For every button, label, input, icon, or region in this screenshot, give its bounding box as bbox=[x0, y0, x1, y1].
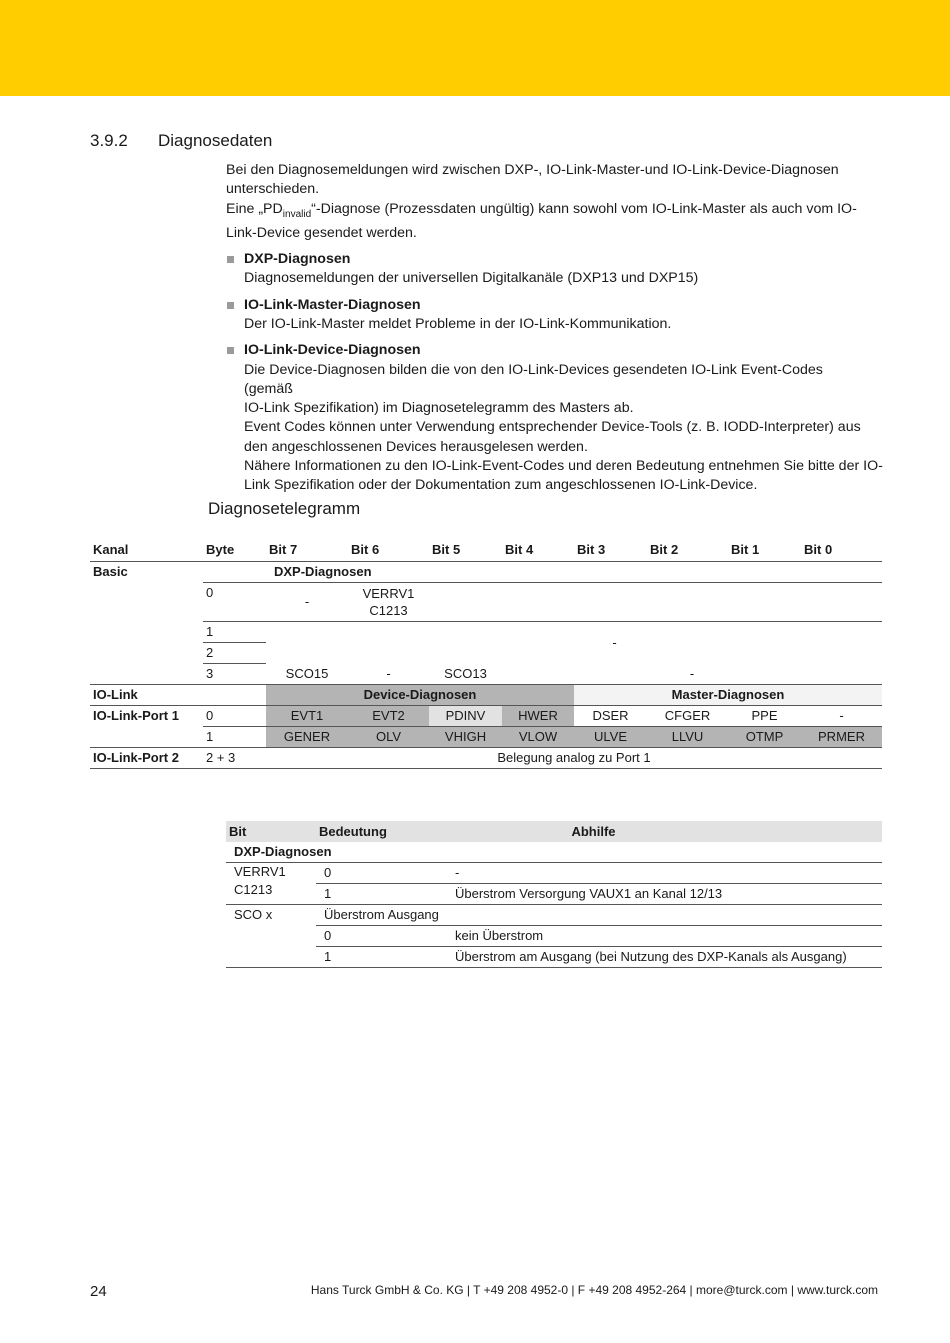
value-cell: 0 bbox=[316, 926, 452, 947]
table-row bbox=[90, 622, 882, 643]
bullet-line: Event Codes können unter Verwendung entsprechender Device-Tools (z. B. IODD-Interpreter) aus den angeschlossenen Devices herausgelesen werden. bbox=[244, 419, 861, 455]
bullet-title: DXP-Diagnosen bbox=[244, 251, 351, 268]
bit-cell: CFGER bbox=[647, 706, 728, 727]
channel-port1: IO-Link-Port 1 bbox=[90, 706, 203, 748]
column-header: Bit 2 bbox=[647, 539, 728, 562]
remedy-cell: kein Überstrom bbox=[452, 926, 882, 947]
byte-cell: 2 + 3 bbox=[203, 748, 266, 769]
bit-cell: - bbox=[348, 664, 429, 685]
byte-cell: 0 bbox=[203, 706, 266, 727]
bullet-line: Nähere Informationen zu den IO-Link-Event-Codes und deren Bedeutung entnehmen Sie bitte der IO-Link Spezifikation oder der Dokumentation zum angeschlossenen IO-Link-Device. bbox=[244, 457, 883, 494]
table-row bbox=[226, 905, 882, 926]
header-brand-bar bbox=[0, 0, 950, 96]
bullet-line: Diagnosemeldungen der universellen Digitalkanäle (DXP13 und DXP15) bbox=[244, 270, 699, 287]
intro-p2-post: “-Diagnose (Prozessdaten ungültig) kann sowohl vom IO-Link-Master als auch vom IO-Link-Device gesendet werden. bbox=[226, 200, 857, 241]
column-header: Bit 0 bbox=[801, 539, 882, 562]
table-row bbox=[90, 727, 882, 748]
bullet-master bbox=[226, 296, 886, 335]
bit-cell: SCO15 bbox=[266, 664, 348, 685]
bullet-title: IO-Link-Master-Diagnosen bbox=[244, 296, 421, 313]
bit-cell: PRMER bbox=[801, 727, 882, 748]
table-header-row bbox=[90, 539, 882, 562]
column-header: Bit 5 bbox=[429, 539, 502, 562]
column-header: Bedeutung bbox=[316, 821, 452, 842]
bullet-square-icon bbox=[227, 256, 234, 263]
group-device-diagnosen: Device-Diagnosen bbox=[266, 685, 574, 706]
column-header: Bit bbox=[226, 821, 316, 842]
bit-cell: EVT2 bbox=[348, 706, 429, 727]
intro-p2-sub: invalid bbox=[282, 208, 312, 220]
bit-cell: - bbox=[801, 706, 882, 727]
column-header: Bit 3 bbox=[574, 539, 647, 562]
table-header-row bbox=[226, 821, 882, 842]
bit-cell-verrv1 bbox=[348, 583, 429, 622]
telegram-heading: Diagnosetelegramm bbox=[208, 499, 361, 518]
bit-cell: VHIGH bbox=[429, 727, 502, 748]
bit-cell-range: - bbox=[612, 634, 617, 650]
bullet-dxp bbox=[226, 250, 886, 289]
bit-cell: VLOW bbox=[502, 727, 574, 748]
value-cell: 0 bbox=[316, 863, 452, 884]
bullet-line: Die Device-Diagnosen bilden die von den IO-Link-Devices gesendeten IO-Link Event-Codes (gemäß bbox=[244, 361, 823, 397]
bit-cell: - bbox=[266, 583, 348, 622]
column-header: Bit 7 bbox=[266, 539, 348, 562]
bit-cell: EVT1 bbox=[266, 706, 348, 727]
intro-p2-pre: Eine „PD bbox=[226, 200, 283, 217]
value-cell: 1 bbox=[316, 947, 452, 968]
bullet-square-icon bbox=[227, 302, 234, 309]
remedy-cell: Überstrom am Ausgang (bei Nutzung des DXP-Kanals als Ausgang) bbox=[452, 947, 882, 968]
diagnostic-telegram-table bbox=[90, 539, 882, 769]
table-row bbox=[226, 842, 882, 863]
table-row bbox=[226, 926, 882, 947]
bit-label: VERRV1 bbox=[234, 864, 286, 879]
table-row bbox=[90, 562, 882, 583]
group-master-diagnosen: Master-Diagnosen bbox=[574, 685, 882, 706]
bullet-line: IO-Link Spezifikation) im Diagnosetelegramm des Masters ab. bbox=[244, 400, 634, 417]
port2-note: Belegung analog zu Port 1 bbox=[266, 748, 882, 769]
table-row bbox=[226, 947, 882, 968]
bit-cell: PDINV bbox=[429, 706, 502, 727]
bit-cell-range: - bbox=[502, 664, 882, 685]
bit-label: VERRV1 C1213 bbox=[362, 586, 415, 618]
bit-cell: GENER bbox=[266, 727, 348, 748]
bit-cell: HWER bbox=[502, 706, 574, 727]
column-header: Abhilfe bbox=[452, 821, 882, 842]
table-row bbox=[226, 884, 882, 905]
byte-cell: 1 bbox=[203, 622, 266, 643]
byte-cell: 2 bbox=[203, 643, 266, 664]
bullet-square-icon bbox=[227, 347, 234, 354]
bit-cell: OLV bbox=[348, 727, 429, 748]
bit-cell: SCO13 bbox=[429, 664, 502, 685]
page-number: 24 bbox=[90, 1283, 107, 1300]
bit-cell: DSER bbox=[574, 706, 647, 727]
table-row bbox=[90, 664, 882, 685]
bit-verrv1 bbox=[226, 863, 316, 905]
bit-cell: LLVU bbox=[647, 727, 728, 748]
table-row bbox=[90, 706, 882, 727]
table-row bbox=[226, 863, 882, 884]
bullet-device bbox=[226, 341, 886, 495]
group-dxp-diagnosen: DXP-Diagnosen bbox=[266, 562, 882, 583]
column-header: Kanal bbox=[90, 539, 203, 562]
table-row bbox=[90, 748, 882, 769]
table-row bbox=[90, 583, 882, 622]
column-header: Bit 4 bbox=[502, 539, 574, 562]
intro-paragraph-1: Bei den Diagnosemeldungen wird zwischen DXP-, IO-Link-Master-und IO-Link-Device-Diagnosen unterschieden. bbox=[226, 162, 839, 198]
bullet-title: IO-Link-Device-Diagnosen bbox=[244, 342, 421, 359]
bit-sco: SCO x bbox=[226, 905, 316, 968]
channel-port2: IO-Link-Port 2 bbox=[90, 748, 203, 769]
table-row bbox=[90, 685, 882, 706]
bit-meaning-table bbox=[226, 821, 882, 968]
section-title: Diagnosedaten bbox=[158, 131, 273, 150]
channel-basic: Basic bbox=[90, 562, 203, 685]
meaning-title: Überstrom Ausgang bbox=[316, 905, 882, 926]
byte-cell: 1 bbox=[203, 727, 266, 748]
channel-iolink: IO-Link bbox=[90, 685, 203, 706]
column-header: Bit 6 bbox=[348, 539, 429, 562]
bit-cell: PPE bbox=[728, 706, 801, 727]
bullet-line: Der IO-Link-Master meldet Probleme in der IO-Link-Kommunikation. bbox=[244, 315, 672, 332]
intro-paragraph-2 bbox=[226, 200, 886, 243]
section-number: 3.9.2 bbox=[90, 131, 128, 150]
byte-cell: 3 bbox=[203, 664, 266, 685]
footer-contact: Hans Turck GmbH & Co. KG | T +49 208 4952-0 | F +49 208 4952-264 | more@turck.com | www.turck.com bbox=[310, 1283, 878, 1297]
intro-body bbox=[226, 161, 886, 496]
bit-label: C1213 bbox=[234, 882, 273, 897]
column-header: Bit 1 bbox=[728, 539, 801, 562]
remedy-cell: Überstrom Versorgung VAUX1 an Kanal 12/13 bbox=[452, 884, 882, 905]
remedy-cell: - bbox=[452, 863, 882, 884]
value-cell: 1 bbox=[316, 884, 452, 905]
bit-cell: OTMP bbox=[728, 727, 801, 748]
byte-cell: 0 bbox=[203, 583, 266, 622]
bit-cell: ULVE bbox=[574, 727, 647, 748]
group-dxp-diagnosen: DXP-Diagnosen bbox=[226, 842, 882, 863]
column-header: Byte bbox=[203, 539, 266, 562]
